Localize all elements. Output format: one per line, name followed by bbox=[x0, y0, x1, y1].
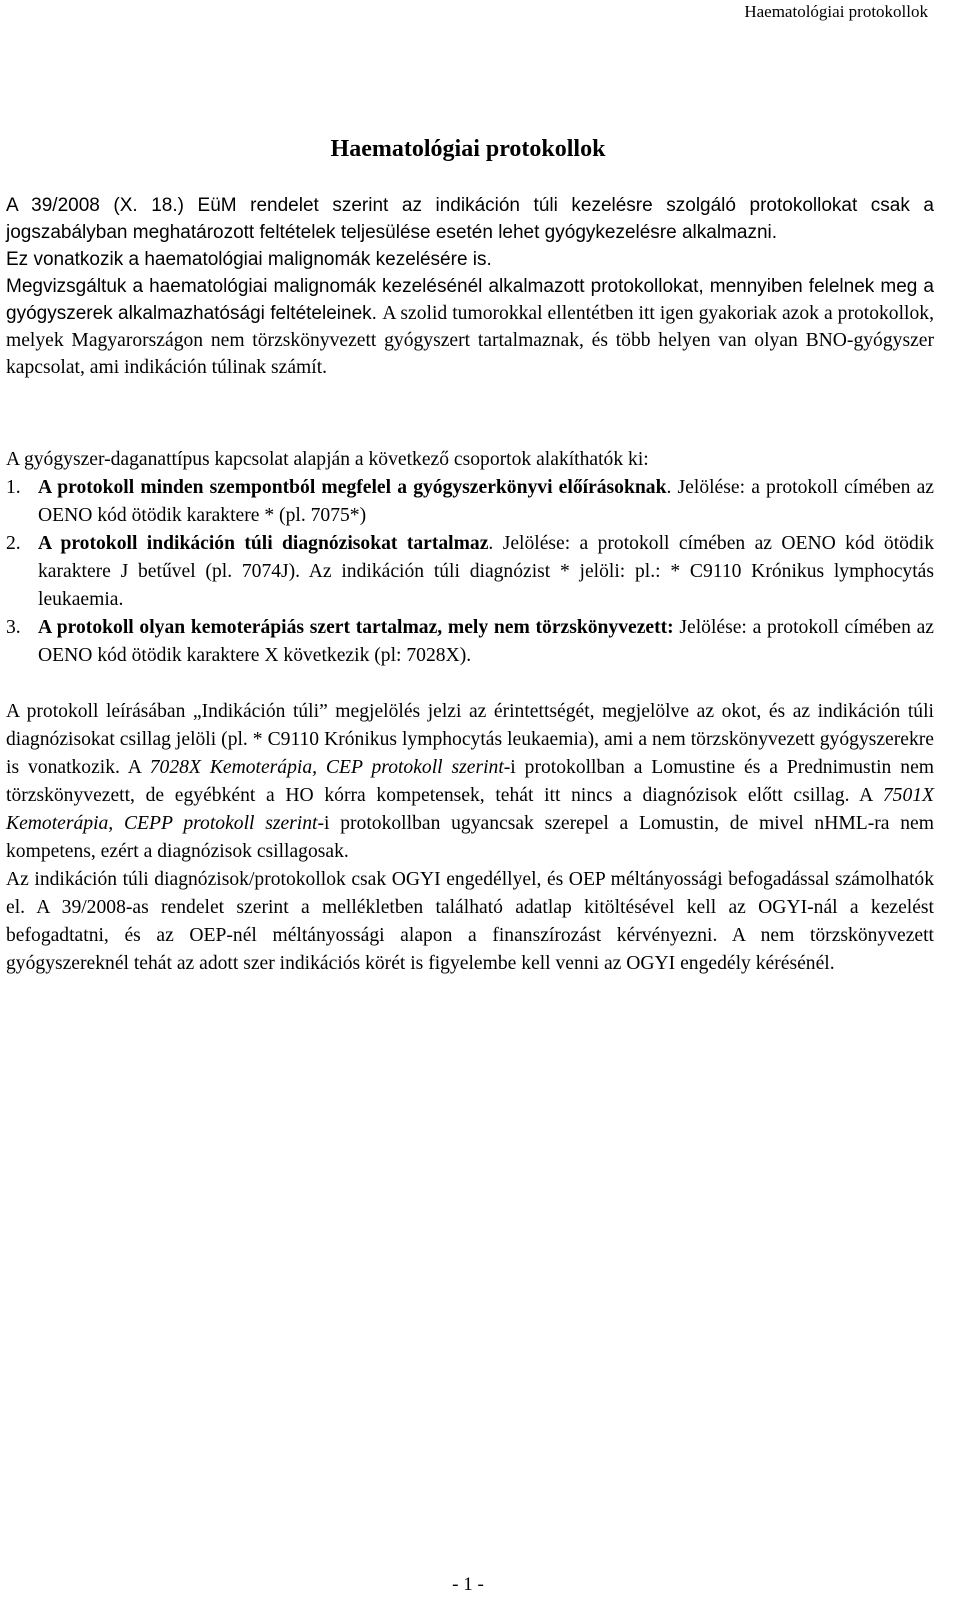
page-number: - 1 - bbox=[452, 1574, 484, 1595]
intro-paragraph-scope: Ez vonatkozik a haematológiai malignomák kezelésére is. bbox=[6, 249, 492, 270]
description-part-2: -i protokollban a Lomustine és a Prednimustin nem törzskönyvezett, de egyébként a HO kórra kompetensek, tehát itt nincs a diagnózisok előtt csillag. A bbox=[6, 757, 935, 806]
intro-review-continuation: A szolid tumorokkal ellentétben itt igen gyakoriak azok a protokollok, melyek Magyarországon nem törzskönyvezett gyógyszert tartalmaznak, és több helyen van olyan BNO-gyógyszer kapcsolat, ami indikáción túlinak számít. bbox=[6, 303, 934, 378]
list-number: 2. bbox=[6, 533, 21, 554]
list-item-3 bbox=[6, 614, 934, 670]
list-text bbox=[38, 614, 934, 670]
list-item-bold: A protokoll olyan kemoterápiás szert tartalmaz, mely nem törzskönyvezett: bbox=[38, 617, 674, 638]
description-part-3: -i protokollban ugyancsak szerepel a Lomustin, de mivel nHML-ra nem kompetens, ezért a diagnózisok csillagosak. bbox=[6, 813, 934, 862]
closing-paragraph: Az indikáción túli diagnózisok/protokollok csak OGYI engedéllyel, és OEP méltányossági befogadással számolhatók el. A 39/2008-as rendelet szerint a mellékletben található adatlap kitöltésével kell az OGYI-nál a kezelést befogadtatni, és az OEP-nél méltányossági alapon a finanszírozást kérvényezni. A nem törzskönyvezett gyógyszereknél tehát az adott szer indikációs körét is figyelembe kell venni az OGYI engedély kérésénél. bbox=[6, 869, 934, 974]
list-item-rest: Jelölése: a protokoll címében az OENO kód ötödik karaktere X következik (pl: 7028X). bbox=[38, 617, 934, 666]
list-item-bold: A protokoll indikáción túli diagnózisokat tartalmaz bbox=[38, 533, 489, 554]
groups-section bbox=[6, 446, 934, 978]
intro-section bbox=[6, 192, 934, 381]
groups-intro: A gyógyszer-daganattípus kapcsolat alapján a következő csoportok alakíthatók ki: bbox=[6, 449, 649, 470]
page-title: Haematológiai protokollok bbox=[330, 136, 606, 162]
list-number: 1. bbox=[6, 477, 21, 498]
list-text bbox=[38, 474, 934, 530]
intro-paragraph-regulation: A 39/2008 (X. 18.) EüM rendelet szerint az indikáción túli kezelésre szolgáló protokollokat csak a jogszabályban meghatározott feltételek teljesülése esetén lehet gyógykezelésre alkalmazni. bbox=[6, 195, 934, 243]
running-header: Haematológiai protokollok bbox=[744, 2, 928, 21]
list-item-rest: . Jelölése: a protokoll címében az OENO kód ötödik karaktere * (pl. 7075*) bbox=[38, 477, 934, 526]
intro-paragraph-review bbox=[6, 273, 934, 381]
description-paragraph bbox=[6, 698, 934, 866]
intro-review-text: Megvizsgáltuk a haematológiai malignomák kezelésénél alkalmazott protokollokat, mennyiben felelnek meg a gyógyszerek alkalmazhatósági feltételeinek. bbox=[6, 276, 934, 324]
protocol-name-cep: 7028X Kemoterápia, CEP protokoll szerint bbox=[149, 757, 504, 778]
list-item-rest: . Jelölése: a protokoll címében az OENO kód ötödik karaktere J betűvel (pl. 7074J). Az indikáción túli diagnózist * jelöli: pl.: * C9110 Krónikus lymphocytás leukaemia. bbox=[38, 533, 934, 610]
protocol-name-cepp: 7501X Kemoterápia, CEPP protokoll szerint bbox=[6, 785, 934, 834]
list-number: 3. bbox=[6, 617, 21, 638]
list-item-1 bbox=[6, 474, 934, 530]
list-item-bold: A protokoll minden szempontból megfelel a gyógyszerkönyvi előírásoknak bbox=[38, 477, 667, 498]
list-text bbox=[38, 530, 934, 614]
list-item-2 bbox=[6, 530, 934, 614]
description-part-1: A protokoll leírásában „Indikáción túli” megjelölés jelzi az érintettségét, megjelölve az okot, és az indikáción túli diagnózisokat csillag jelöli (pl. * C9110 Krónikus lymphocytás leukaemia), ami a nem törzskönyvezett gyógyszerekre is vonatkozik. A bbox=[6, 701, 934, 778]
